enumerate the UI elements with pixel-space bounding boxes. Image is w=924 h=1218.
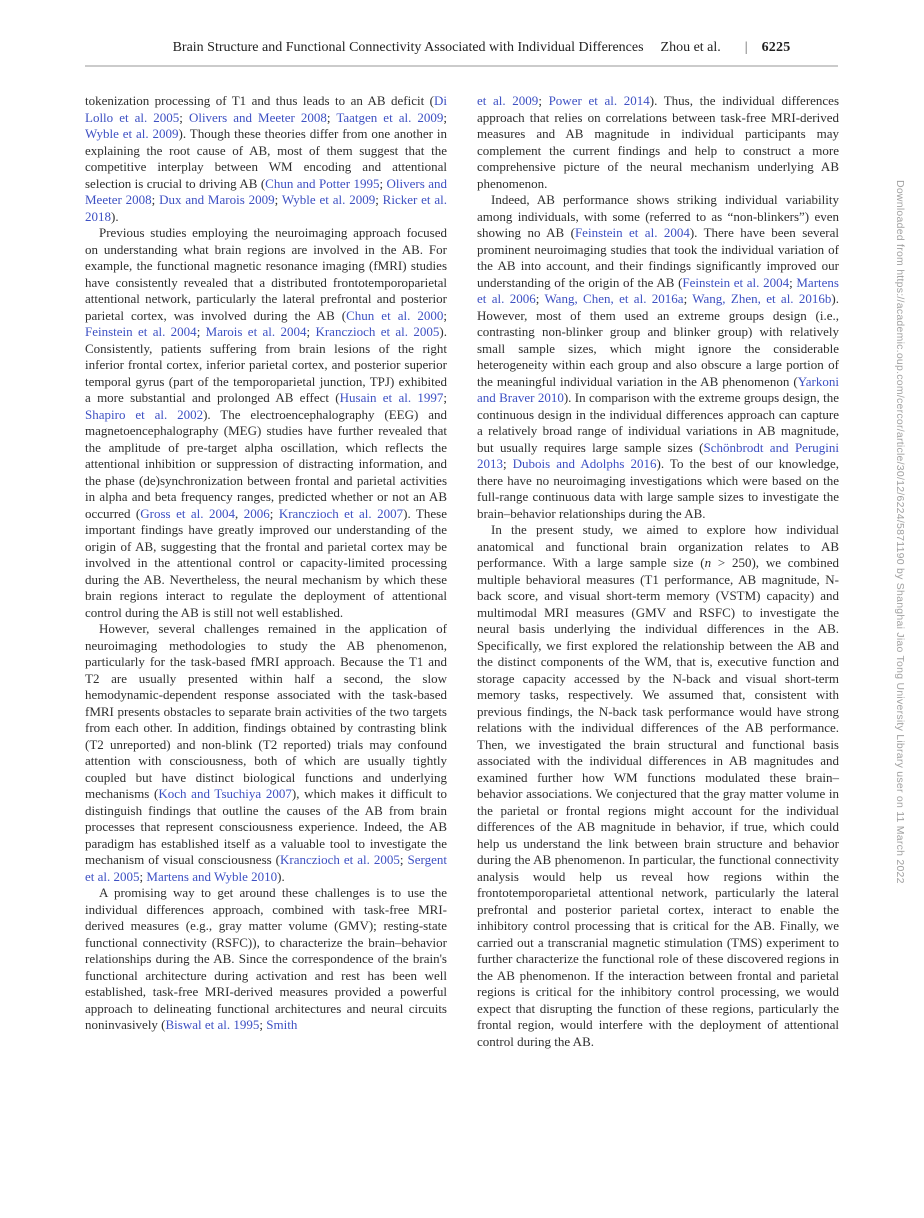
citation-link[interactable]: Yarkoni and Braver 2010 — [477, 373, 839, 405]
citation-link[interactable]: Olivers and Meeter 2008 — [188, 109, 327, 125]
paragraph — [477, 192, 839, 522]
body-text: ). Thus, the individual differences approach that relies on correlations between task-free MRI-derived measures and AB magnitude in individual participants may complement the current findings and help to construct a more comprehensive picture of the neural mechanism underlying AB phenomenon. — [477, 93, 840, 191]
citation-link[interactable]: Chun and Potter 1995 — [265, 175, 380, 191]
body-text: A promising way to get around these challenges is to use the individual differences approach, combined with task-free MRI-derived measures (e.g., gray matter volume (GMV); resting-state functional connectivity (RSFC)), to characterize the brain–behavior relationships during the AB. Since the correspondence of the brain's functional architecture during activation and rest has been well established, task-free MRI-derived measures provided a powerful approach to delineating functional architectures and neural circuits noninvasively ( — [85, 885, 447, 1032]
citation-link[interactable]: Martens et al. 2006 — [477, 274, 839, 306]
citation-link[interactable]: Taatgen et al. 2009 — [336, 109, 444, 125]
body-text: ; — [269, 505, 279, 521]
page-number: 6225 — [761, 40, 791, 55]
body-text: , — [235, 505, 244, 521]
citation-link[interactable]: Marois et al. 2004 — [205, 324, 307, 339]
body-text: ; — [379, 175, 387, 191]
running-title: Brain Structure and Functional Connectivity Associated with Individual Differences — [172, 40, 644, 55]
citation-link[interactable]: Biswal et al. 1995 — [165, 1017, 260, 1032]
right-column — [477, 93, 839, 1050]
citation-link[interactable]: Power et al. 2014 — [548, 93, 650, 108]
running-authors: Zhou et al. — [660, 40, 721, 55]
citation-link[interactable]: Olivers and Meeter 2008 — [85, 175, 447, 207]
citation-link[interactable]: Wang, Zhen, et al. 2016b — [692, 291, 832, 306]
download-watermark: Downloaded from https://academic.oup.com/cercor/article/30/12/6224/5871190 by Shanghai Jiao Tong University Library user on 11 March 2022 — [894, 180, 906, 884]
citation-link[interactable]: Shapiro et al. 2002 — [85, 406, 204, 422]
left-column — [85, 93, 447, 1050]
body-text: ; — [151, 192, 160, 207]
body-text: ; — [683, 291, 693, 306]
body-text: ; — [399, 852, 408, 867]
body-text: ; — [538, 93, 549, 108]
body-text: ; — [535, 291, 545, 306]
citation-link[interactable]: Ricker et al. 2018 — [85, 192, 447, 224]
paragraph — [477, 93, 839, 192]
body-text: ; — [789, 274, 797, 290]
header-rule — [85, 65, 838, 67]
citation-link[interactable]: Koch and Tsuchiya 2007 — [158, 786, 292, 801]
body-text: ). To the best of our knowledge, there have no neuroimaging investigations which were based on the full-range continuous data with large sample sizes to investigate the brain–behavior relationships during the AB. — [477, 456, 839, 521]
body-text: ), which makes it difficult to distinguish findings that outline the causes of the AB from brain processes that represent consciousness experience. Indeed, the AB paradigm has established itself as a valuable tool to investigate the mechanism of visual consciousness ( — [85, 786, 447, 867]
body-text: ). These important findings have greatly improved our understanding of the origin of AB, suggesting that the frontal and parietal cortex may be involved in the attentional control or capacity-limited processing during the AB. Nevertheless, the neural mechanism by which these brain regions interact to regulate the deployment of attentional control during the AB is still not well established. — [85, 505, 447, 620]
body-text: In the present study, we aimed to explore how individual anatomical and functional brain organization relates to AB performance. With a large sample size ( — [477, 522, 839, 570]
body-text: Indeed, AB performance shows striking individual variability among individuals, with some (referred to as “non-blinkers”) even showing no AB ( — [477, 192, 839, 240]
body-text: ). — [277, 868, 285, 884]
body-text: ; — [503, 456, 513, 471]
article-body — [85, 93, 839, 1050]
body-text: ). However, most of them used an extreme groups design (i.e., contrasting non-blinker group and blinker group) with relatively small sample sizes, which might ignore the considerable heterogeneity within each group and also obscure a large portion of the meaningful individual variation in the AB phenomenon ( — [477, 291, 839, 389]
citation-link[interactable]: Feinstein et al. 2004 — [85, 324, 197, 339]
citation-link[interactable]: 2006 — [243, 505, 270, 521]
paragraph — [477, 522, 839, 1050]
italic-variable: n — [704, 555, 712, 570]
paragraph — [85, 885, 447, 1034]
header-separator-bar: | — [744, 40, 748, 55]
body-text: Previous studies employing the neuroimaging approach focused on understanding what brain regions are involved in the AB. For example, the functional magnetic resonance imaging (fMRI) studies have consistently revealed that a distributed frontotemporoparietal attentional network, particularly the lateral prefrontal and posterior parietal cortex, was involved during the AB ( — [85, 225, 447, 323]
body-text: ; — [326, 109, 337, 125]
body-text: ; — [274, 192, 282, 207]
citation-link[interactable]: Kranczioch et al. 2005 — [315, 324, 440, 339]
body-text: ; — [443, 109, 447, 125]
body-text: ; — [375, 192, 383, 207]
citation-link[interactable]: Schönbrodt and Perugini 2013 — [477, 439, 840, 471]
body-text: ). In comparison with the extreme groups design, the continuous design in the individual differences approach can capture a relatively broad range of individual variations in AB magnitude, but usually requires large sample sizes ( — [477, 390, 839, 455]
paragraph — [85, 93, 447, 225]
body-text: ; — [139, 868, 147, 884]
paragraph — [85, 225, 447, 621]
citation-link[interactable]: Feinstein et al. 2004 — [574, 225, 690, 240]
citation-link[interactable]: Dubois and Adolphs 2016 — [512, 456, 657, 471]
citation-link[interactable]: Dux and Marois 2009 — [159, 192, 275, 207]
body-text: ; — [196, 324, 206, 339]
citation-link[interactable]: Di Lollo et al. 2005 — [85, 93, 447, 125]
body-text: ). — [111, 208, 119, 224]
citation-link[interactable]: Wyble et al. 2009 — [281, 192, 376, 207]
body-text: ; — [306, 324, 316, 339]
citation-link[interactable]: Kranczioch et al. 2005 — [280, 852, 400, 867]
body-text: ; — [443, 390, 447, 405]
citation-link[interactable]: Husain et al. 1997 — [339, 390, 444, 405]
body-text: However, several challenges remained in the application of neuroimaging methodologies to study the AB phenomenon, particularly for the task-based fMRI approach. Because the T1 and T2 are usually presented within half a second, the slow hemodynamic-dependent response associated with the task-based fMRI presents obstacles to separate brain activities of the two targets from each other. In addition, findings obtained by contrasting blink (T2 unreported) and non-blink (T2 reported) trials may confound attention with consciousness, both of which are usually tightly coupled but have distinct biological functions and underlying mechanisms ( — [85, 621, 447, 801]
running-header — [105, 40, 858, 56]
citation-link[interactable]: Smith — [266, 1017, 298, 1032]
citation-link[interactable]: Feinstein et al. 2004 — [682, 274, 790, 290]
citation-link[interactable]: Gross et al. 2004 — [140, 505, 236, 521]
body-text: > 250), we combined multiple behavioral measures (T1 performance, AB magnitude, N-back score, and visual short-term memory (VSTM) capacity) and multimodal MRI measures (GMV and RSFC) to investigate the neural basis underlying the individual differences in the AB. Specifically, we first explored the relationship between the AB and the distinct components of the WM, that is, executive function and storage capacity accessed by the N-back and visual short-term memory tasks, respectively. We assumed that, consistent with previous findings, the N-back task performance would have strong relations with the individual differences of the AB performance. Then, we investigated the brain structural and functional basis associated with the individual differences in AB magnitudes and examined further how WM functions modulated these brain–behavior associations. We conjectured that the gray matter volume in the parietal or frontal regions might account for the individual differences of the AB magnitude in behavior, if true, which could help us understand the link between brain structure and behavior during the AB phenomenon. In particular, the functional connectivity analysis would help us reveal how regions within the frontotemporoparietal attentional network, particularly the lateral prefrontal and posterior parietal cortex, interact to enable the inhibitory control processing that is critical for the AB. Finally, we carried out a transcranial magnetic stimulation (TMS) experiment to further characterize the functional role of these discovered regions in the AB phenomenon. If the interaction between frontal and parietal regions is critical for the inhibitory control processing, we would expect that disrupting the function of these regions, particularly the frontal region, would interfere with the deployment of attentional control during the AB. — [477, 555, 840, 1049]
body-text: ; — [179, 109, 189, 125]
paragraph — [85, 621, 447, 885]
citation-link[interactable]: Kranczioch et al. 2007 — [278, 505, 404, 521]
body-text: ). Consistently, patients suffering from brain lesions of the right inferior frontal cortex, inferior parietal cortex, and posterior superior temporal gyrus (part of the temporoparietal junction, TPJ) exhibited a more substantial and prolonged AB effect ( — [85, 324, 447, 405]
citation-link[interactable]: Martens and Wyble 2010 — [146, 868, 278, 884]
citation-link[interactable]: Wyble et al. 2009 — [85, 126, 179, 141]
body-text: ). Though these theories differ from one another in explaining the root cause of AB, most of them suggest that the competitive interplay between WM encoding and attentional selection is crucial to driving AB ( — [85, 126, 447, 191]
body-text: ). The electroencephalography (EEG) and magnetoencephalography (MEG) studies have further revealed that the amplitude of pre-target alpha oscillation, which reflects the attentional inhibition or suppression of distracting information, and the phase (de)synchronization between frontal and parietal activities in alpha and beta frequency ranges, predicted whether or not an AB occurred ( — [85, 406, 447, 521]
body-text: ; — [443, 307, 447, 323]
body-text: ; — [259, 1017, 267, 1032]
body-text: tokenization processing of T1 and thus leads to an AB deficit ( — [85, 93, 434, 108]
citation-link[interactable]: Chun et al. 2000 — [346, 307, 444, 323]
citation-link[interactable]: et al. 2009 — [477, 93, 539, 108]
citation-link[interactable]: Sergent et al. 2005 — [85, 852, 447, 884]
citation-link[interactable]: Wang, Chen, et al. 2016a — [544, 291, 684, 306]
body-text: ). There have been several prominent neuroimaging studies that took the individual variation of the AB into account, and their findings significantly improved our understanding of the origin of the AB ( — [477, 225, 840, 290]
